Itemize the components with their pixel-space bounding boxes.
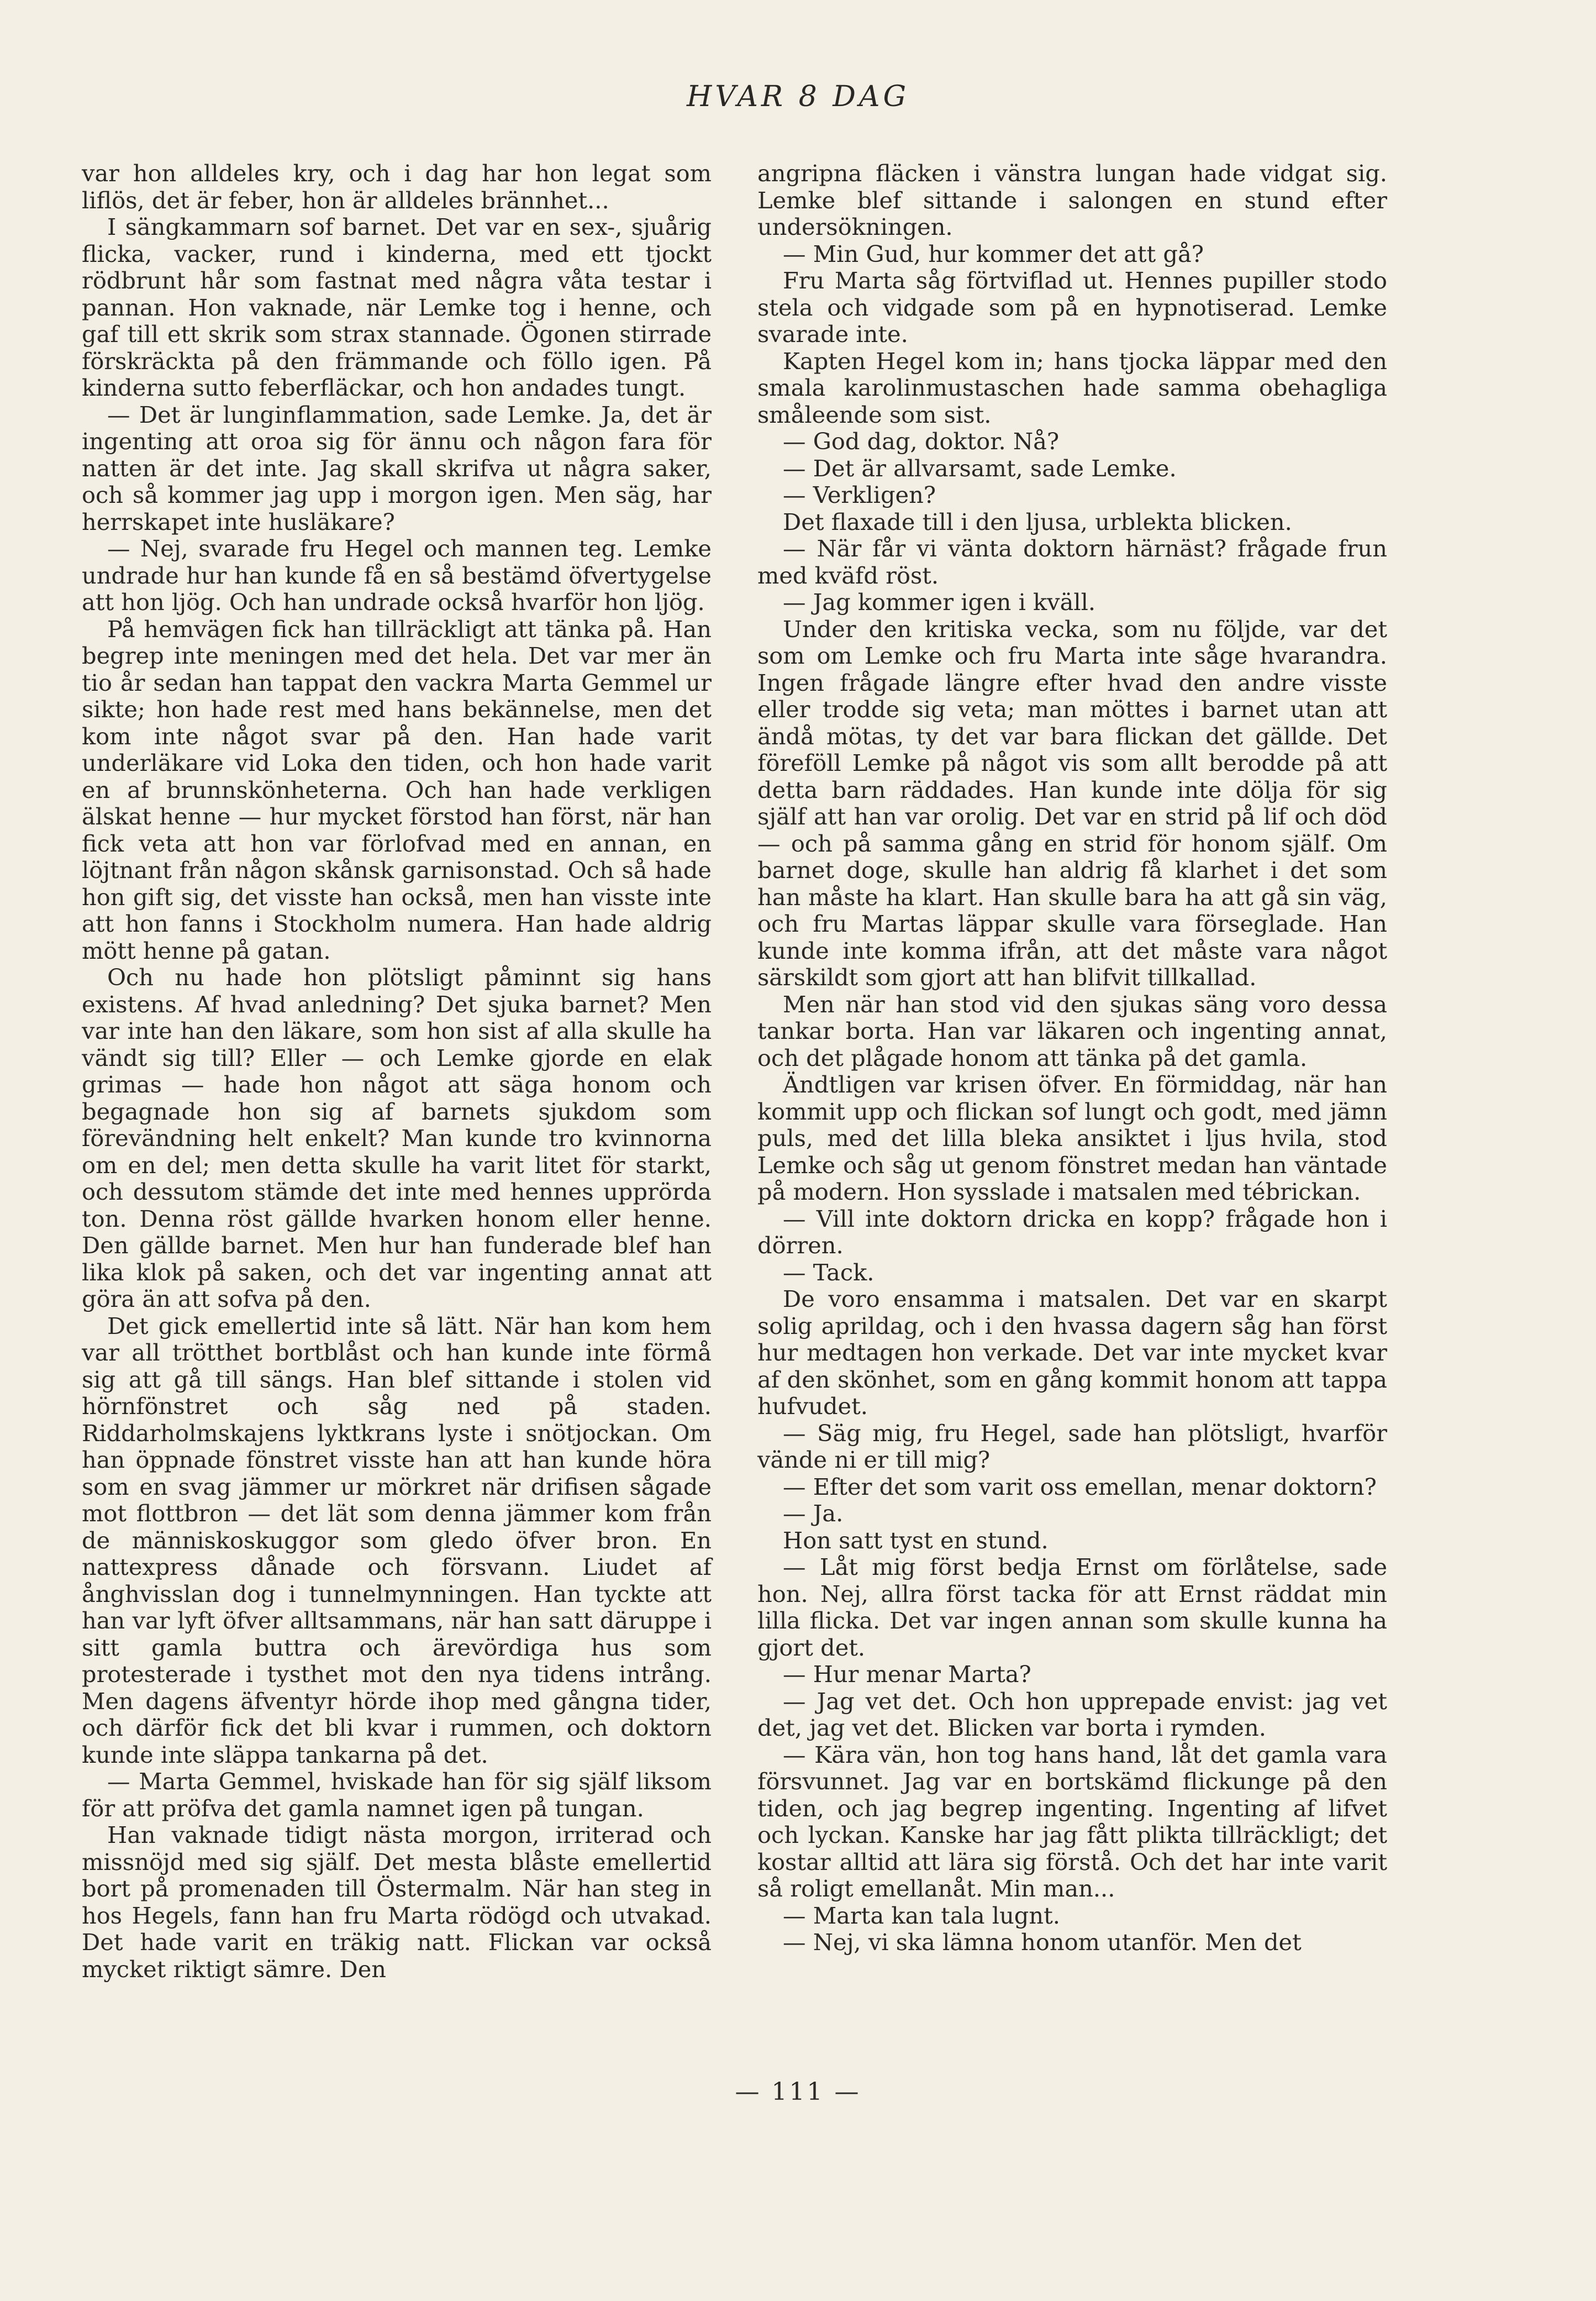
paragraph: — Efter det som varit oss emellan, menar doktorn? [783,1473,1377,1500]
paragraph: — Tack. [783,1258,875,1286]
right-column [757,160,1387,1956]
paragraph: — Hur menar Marta? [783,1661,1031,1688]
paragraph: Hon satt tyst en stund. [783,1526,1049,1554]
paragraph: Fru Marta såg förtviflad ut. Hennes pupiller stodo stela och vidgade som på en hypnotiserad. Lemke svarade inte. [757,267,1387,348]
paragraph: — Nej, vi ska lämna honom utanför. Men det [783,1929,1302,1956]
paragraph: Och nu hade hon plötsligt påminnt sig hans existens. Af hvad anledning? Det sjuka barnet? Men var inte han den läkare, som hon sist af alla skulle ha vändt sig till? Eller — och Lemke gjorde en elak grimas — hade hon något att säga honom och begagnade hon sig af barnets sjukdom som förevändning helt enkelt? Man kunde tro kvinnorna om en del; men detta skulle ha varit litet för starkt, och dessutom stämde det inte med hennes upprörda ton. Denna röst gällde hvarken honom eller henne. Den gällde barnet. Men hur han funderade blef han lika klok på saken, och det var ingenting annat att göra än att sofva på den. [82,964,712,1312]
paragraph: — Marta kan tala lugnt. [783,1901,1060,1929]
paragraph: Under den kritiska vecka, som nu följde, var det som om Lemke och fru Marta inte såge hvarandra. Ingen frågade längre efter hvad den andre visste eller trodde sig veta; man möttes i barnet utan att ändå mötas, ty det var bara flickan det gällde. Det föreföll Lemke på något vis som allt berodde på att detta barn räddades. Han kunde inte dölja för sig själf att han var orolig. Det var en strid på lif och död — och på samma gång en strid för honom själf. Om barnet doge, skulle han aldrig få klarhet i det som han måste ha klart. Han skulle bara ha att gå sin väg, och fru Martas läppar skulle vara förseglade. Han kunde inte komma ifrån, att det måste vara något särskildt som gjort att han blifvit tillkallad. [757,615,1387,991]
paragraph: — Låt mig först bedja Ernst om förlåtelse, sade hon. Nej, allra först tacka för att Ernst räddat min lilla flicka. Det var ingen annan som skulle kunna ha gjort det. [757,1553,1387,1661]
paragraph: var hon alldeles kry, och i dag har hon legat som liflös, det är feber, hon är alldeles brännhet... [82,160,712,214]
paragraph: På hemvägen fick han tillräckligt att tänka på. Han begrep inte meningen med det hela. Det var mer än tio år sedan han tappat den vackra Marta Gemmel ur sikte; hon hade rest med hans bekännelse, men det kom inte något svar på den. Han hade varit underläkare vid Loka den tiden, och hon hade varit en af brunnskönheterna. Och han hade verkligen älskat henne — hur mycket förstod han först, när han fick veta att hon var förlofvad med en annan, en löjtnant från någon skånsk garnisonstad. Och så hade hon gift sig, det visste han också, men han visste inte att hon fanns i Stockholm numera. Han hade aldrig mött henne på gatan. [82,615,712,964]
paragraph: Kapten Hegel kom in; hans tjocka läppar med den smala karolinmustaschen hade samma obehagliga småleende som sist. [757,347,1387,428]
paragraph: — Jag kommer igen i kväll. [783,589,1096,616]
paragraph: — Jag vet det. Och hon upprepade envist: jag vet det, jag vet det. Blicken var borta i rymden. [757,1687,1387,1741]
paragraph: Det gick emellertid inte så lätt. När han kom hem var all trötthet bortblåst och han kunde inte förmå sig att gå till sängs. Han blef sittande i stolen vid hörnfönstret och såg ned på staden. Riddarholmskajens lyktkrans lyste i snötjockan. Om han öppnade fönstret visste han att han kunde höra som en svag jämmer ur mörkret när drifisen sågade mot flottbron — det lät som denna jämmer kom från de människoskuggor som gledo öfver bron. En nattexpress dånade och försvann. Liudet af ånghvisslan dog i tunnelmynningen. Han tyckte att han var lyft öfver alltsammans, när han satt däruppe i sitt gamla buttra och ärevördiga hus som protesterade i tysthet mot den nya tidens intrång. Men dagens äfventyr hörde ihop med gångna tider, och därför fick det bli kvar i rummen, och doktorn kunde inte släppa tankarna på det. [82,1312,712,1768]
paragraph: Han vaknade tidigt nästa morgon, irriterad och missnöjd med sig själf. Det mesta blåste emellertid bort på promenaden till Östermalm. När han steg in hos Hegels, fann han fru Marta rödögd och utvakad. Det hade varit en träkig natt. Flickan var också mycket riktigt sämre. Den [82,1821,712,1983]
paragraph: — Nej, svarade fru Hegel och mannen teg. Lemke undrade hur han kunde få en så bestämd öfvertygelse att hon ljög. Och han undrade också hvarför hon ljög. [82,535,712,616]
paragraph: — Det är allvarsamt, sade Lemke. [783,454,1177,482]
paragraph: I sängkammarn sof barnet. Det var en sex-, sjuårig flicka, vacker, rund i kinderna, med ett tjockt rödbrunt hår som fastnat med några våta testar i pannan. Hon vaknade, när Lemke tog i henne, och gaf till ett skrik som strax stannade. Ögonen stirrade förskräckta på den främmande och föllo igen. På kinderna sutto feberfläckar, och hon andades tungt. [82,213,712,401]
paragraph: — Kära vän, hon tog hans hand, låt det gamla vara försvunnet. Jag var en bortskämd flickunge på den tiden, och jag begrep ingenting. Ingenting af lifvet och lyckan. Kanske har jag fått plikta tillräckligt; det kostar alltid att lära sig förstå. Och det har inte varit så roligt emellanåt. Min man... [757,1741,1387,1902]
paragraph: — Det är lunginflammation, sade Lemke. Ja, det är ingenting att oroa sig för ännu och någon fara för natten är det inte. Jag skall skrifva ut några saker, och så kommer jag upp i morgon igen. Men säg, har herrskapet inte husläkare? [82,401,712,535]
paragraph: — Ja. [783,1500,844,1527]
paragraph: De voro ensamma i matsalen. Det var en skarpt solig aprildag, och i den hvassa dagern såg han först hur medtagen hon verkade. Det var inte mycket kvar af den skönhet, som en gång kommit honom att tappa hufvudet. [757,1285,1387,1420]
paragraph: Ändtligen var krisen öfver. En förmiddag, när han kommit upp och flickan sof lungt och godt, med jämn puls, med det lilla bleka ansiktet i ljus hvila, stod Lemke och såg ut genom fönstret medan han väntade på modern. Hon sysslade i matsalen med tébrickan. [757,1071,1387,1205]
running-header: HVAR 8 DAG [686,80,909,113]
page-number: — 111 — [735,2078,861,2106]
paragraph: — God dag, doktor. Nå? [783,428,1060,455]
paragraph: — Säg mig, fru Hegel, sade han plötsligt, hvarför vände ni er till mig? [757,1419,1387,1473]
paragraph: Det flaxade till i den ljusa, urblekta blicken. [783,508,1292,535]
left-column [82,160,712,1983]
paragraph: — Verkligen? [783,481,936,508]
paragraph: angripna fläcken i vänstra lungan hade vidgat sig. Lemke blef sittande i salongen en stund efter undersökningen. [757,160,1387,240]
paragraph: Men när han stod vid den sjukas säng voro dessa tankar borta. Han var läkaren och ingenting annat, och det plågade honom att tänka på det gamla. [757,990,1387,1071]
paragraph: — När får vi vänta doktorn härnäst? frågade frun med kväfd röst. [757,535,1387,589]
paragraph: — Vill inte doktorn dricka en kopp? frågade hon i dörren. [757,1205,1387,1259]
paragraph: — Marta Gemmel, hviskade han för sig själf liksom för att pröfva det gamla namnet igen på tungan. [82,1768,712,1822]
paragraph: — Min Gud, hur kommer det att gå? [783,240,1204,267]
